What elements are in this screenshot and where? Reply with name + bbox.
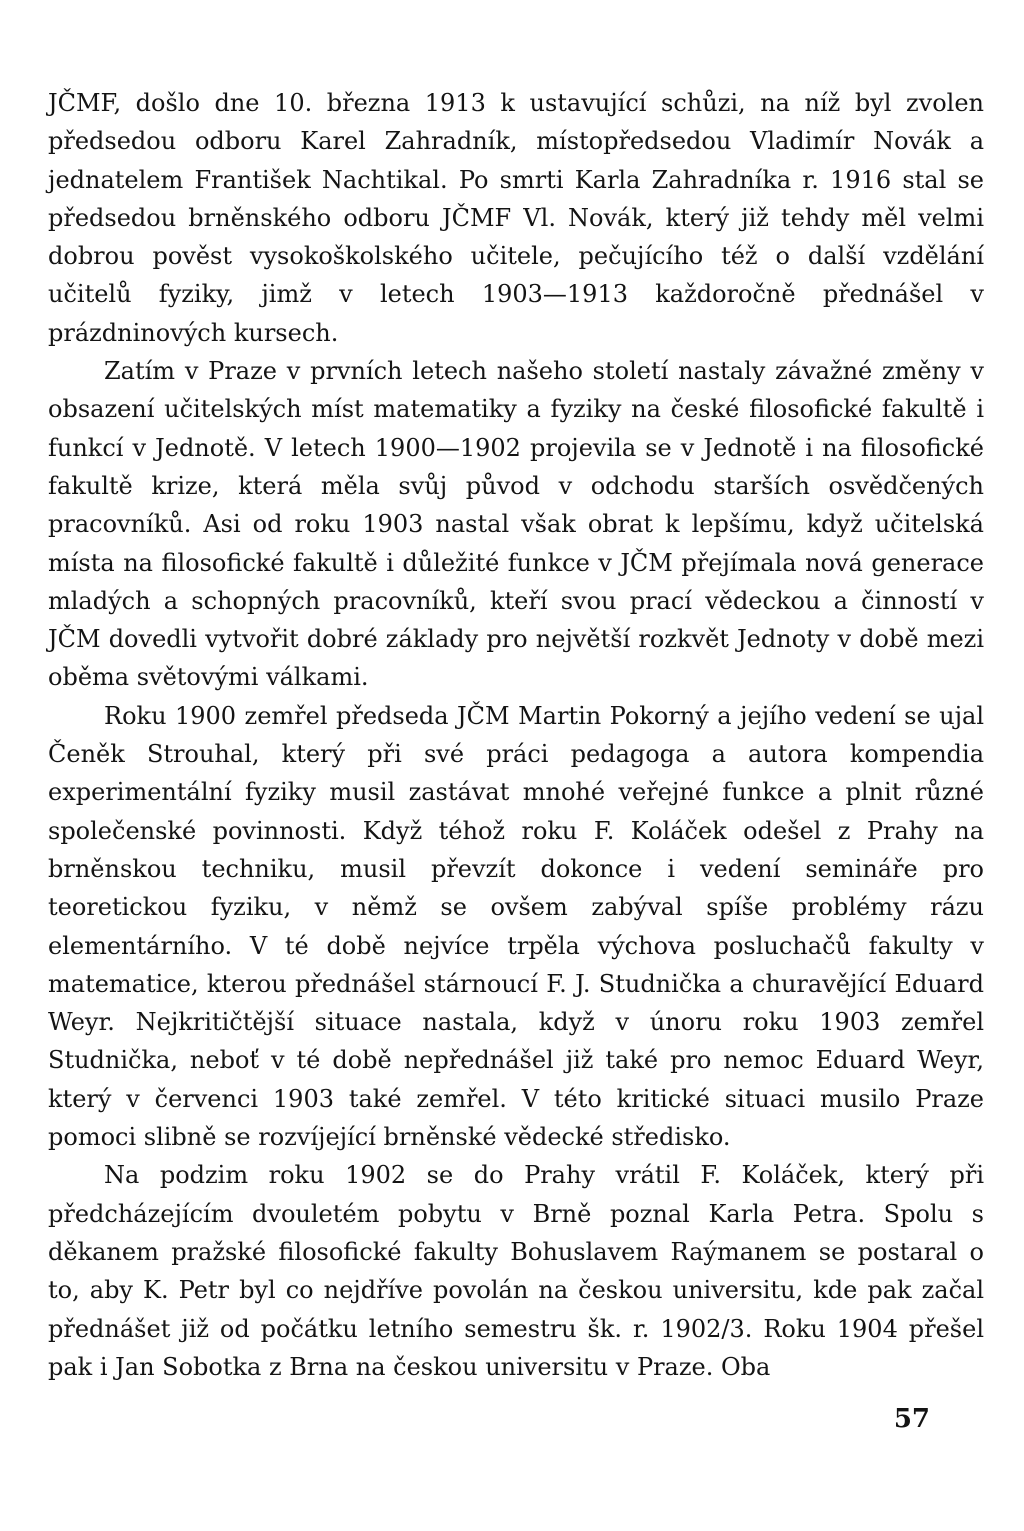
paragraph-4: Na podzim roku 1902 se do Prahy vrátil F. Koláček, který při předcházejícím dvouletém pobytu v Brně poznal Karla Petra. Spolu s děkanem pražské filosofické fakulty Bohuslavem Raýmanem se postaral o to, aby K. Petr byl co nejdříve povolán na českou universitu, kde pak začal přednášet již od počátku letního semestru šk. r. 1902/3. Roku 1904 přešel pak i Jan Sobotka z Brna na českou universitu v Praze. Oba	[48, 1161, 984, 1381]
paragraph-2: Zatím v Praze v prvních letech našeho století nastaly závažné změny v obsazení učitelských míst matematiky a fyziky na české filosofické fakultě i funkcí v Jednotě. V letech 1900—1902 projevila se v Jednotě i na filosofické fakultě krize, která měla svůj původ v odchodu starších osvědčených pracovníků. Asi od roku 1903 nastal však obrat k lepšímu, když učitelská místa na filosofické fakultě i důležité funkce v JČM přejímala nová generace mladých a schopných pracovníků, kteří svou prací vědeckou a činností v JČM dovedli vytvořit dobré základy pro největší rozkvět Jednoty v době mezi oběma světovými válkami.	[48, 357, 984, 692]
paragraph-1: JČMF, došlo dne 10. března 1913 k ustavující schůzi, na níž byl zvolen předsedou odboru Karel Zahradník, místopředsedou Vladimír Novák a jednatelem František Nachtikal. Po smrti Karla Zahradníka r. 1916 stal se předsedou brněnského odboru JČMF Vl. Novák, který již tehdy měl velmi dobrou pověst vysokoškolského učitele, pečujícího též o další vzdělání učitelů fyziky, jimž v letech 1903—1913 každoročně přednášel v prázdninových kursech.	[48, 89, 984, 347]
body-text	[48, 84, 984, 1386]
paragraph-3: Roku 1900 zemřel předseda JČM Martin Pokorný a jejího vedení se ujal Čeněk Strouhal, který při své práci pedagoga a autora kompendia experimentální fyziky musil zastávat mnohé veřejné funkce a plnit různé společenské povinnosti. Když téhož roku F. Koláček odešel z Prahy na brněnskou techniku, musil převzít dokonce i vedení semináře pro teoretickou fyziku, v němž se ovšem zabýval spíše problémy rázu elementárního. V té době nejvíce trpěla výchova posluchačů fakulty v matematice, kterou přednášel stárnoucí F. J. Studnička a churavějící Eduard Weyr. Nejkritičtější situace nastala, když v únoru roku 1903 zemřel Studnička, neboť v té době nepřednášel již také pro nemoc Eduard Weyr, který v červenci 1903 také zemřel. V této kritické situaci musilo Praze pomoci slibně se rozvíjející brněnské vědecké středisko.	[48, 701, 984, 1152]
page-number: 57	[893, 1404, 930, 1434]
